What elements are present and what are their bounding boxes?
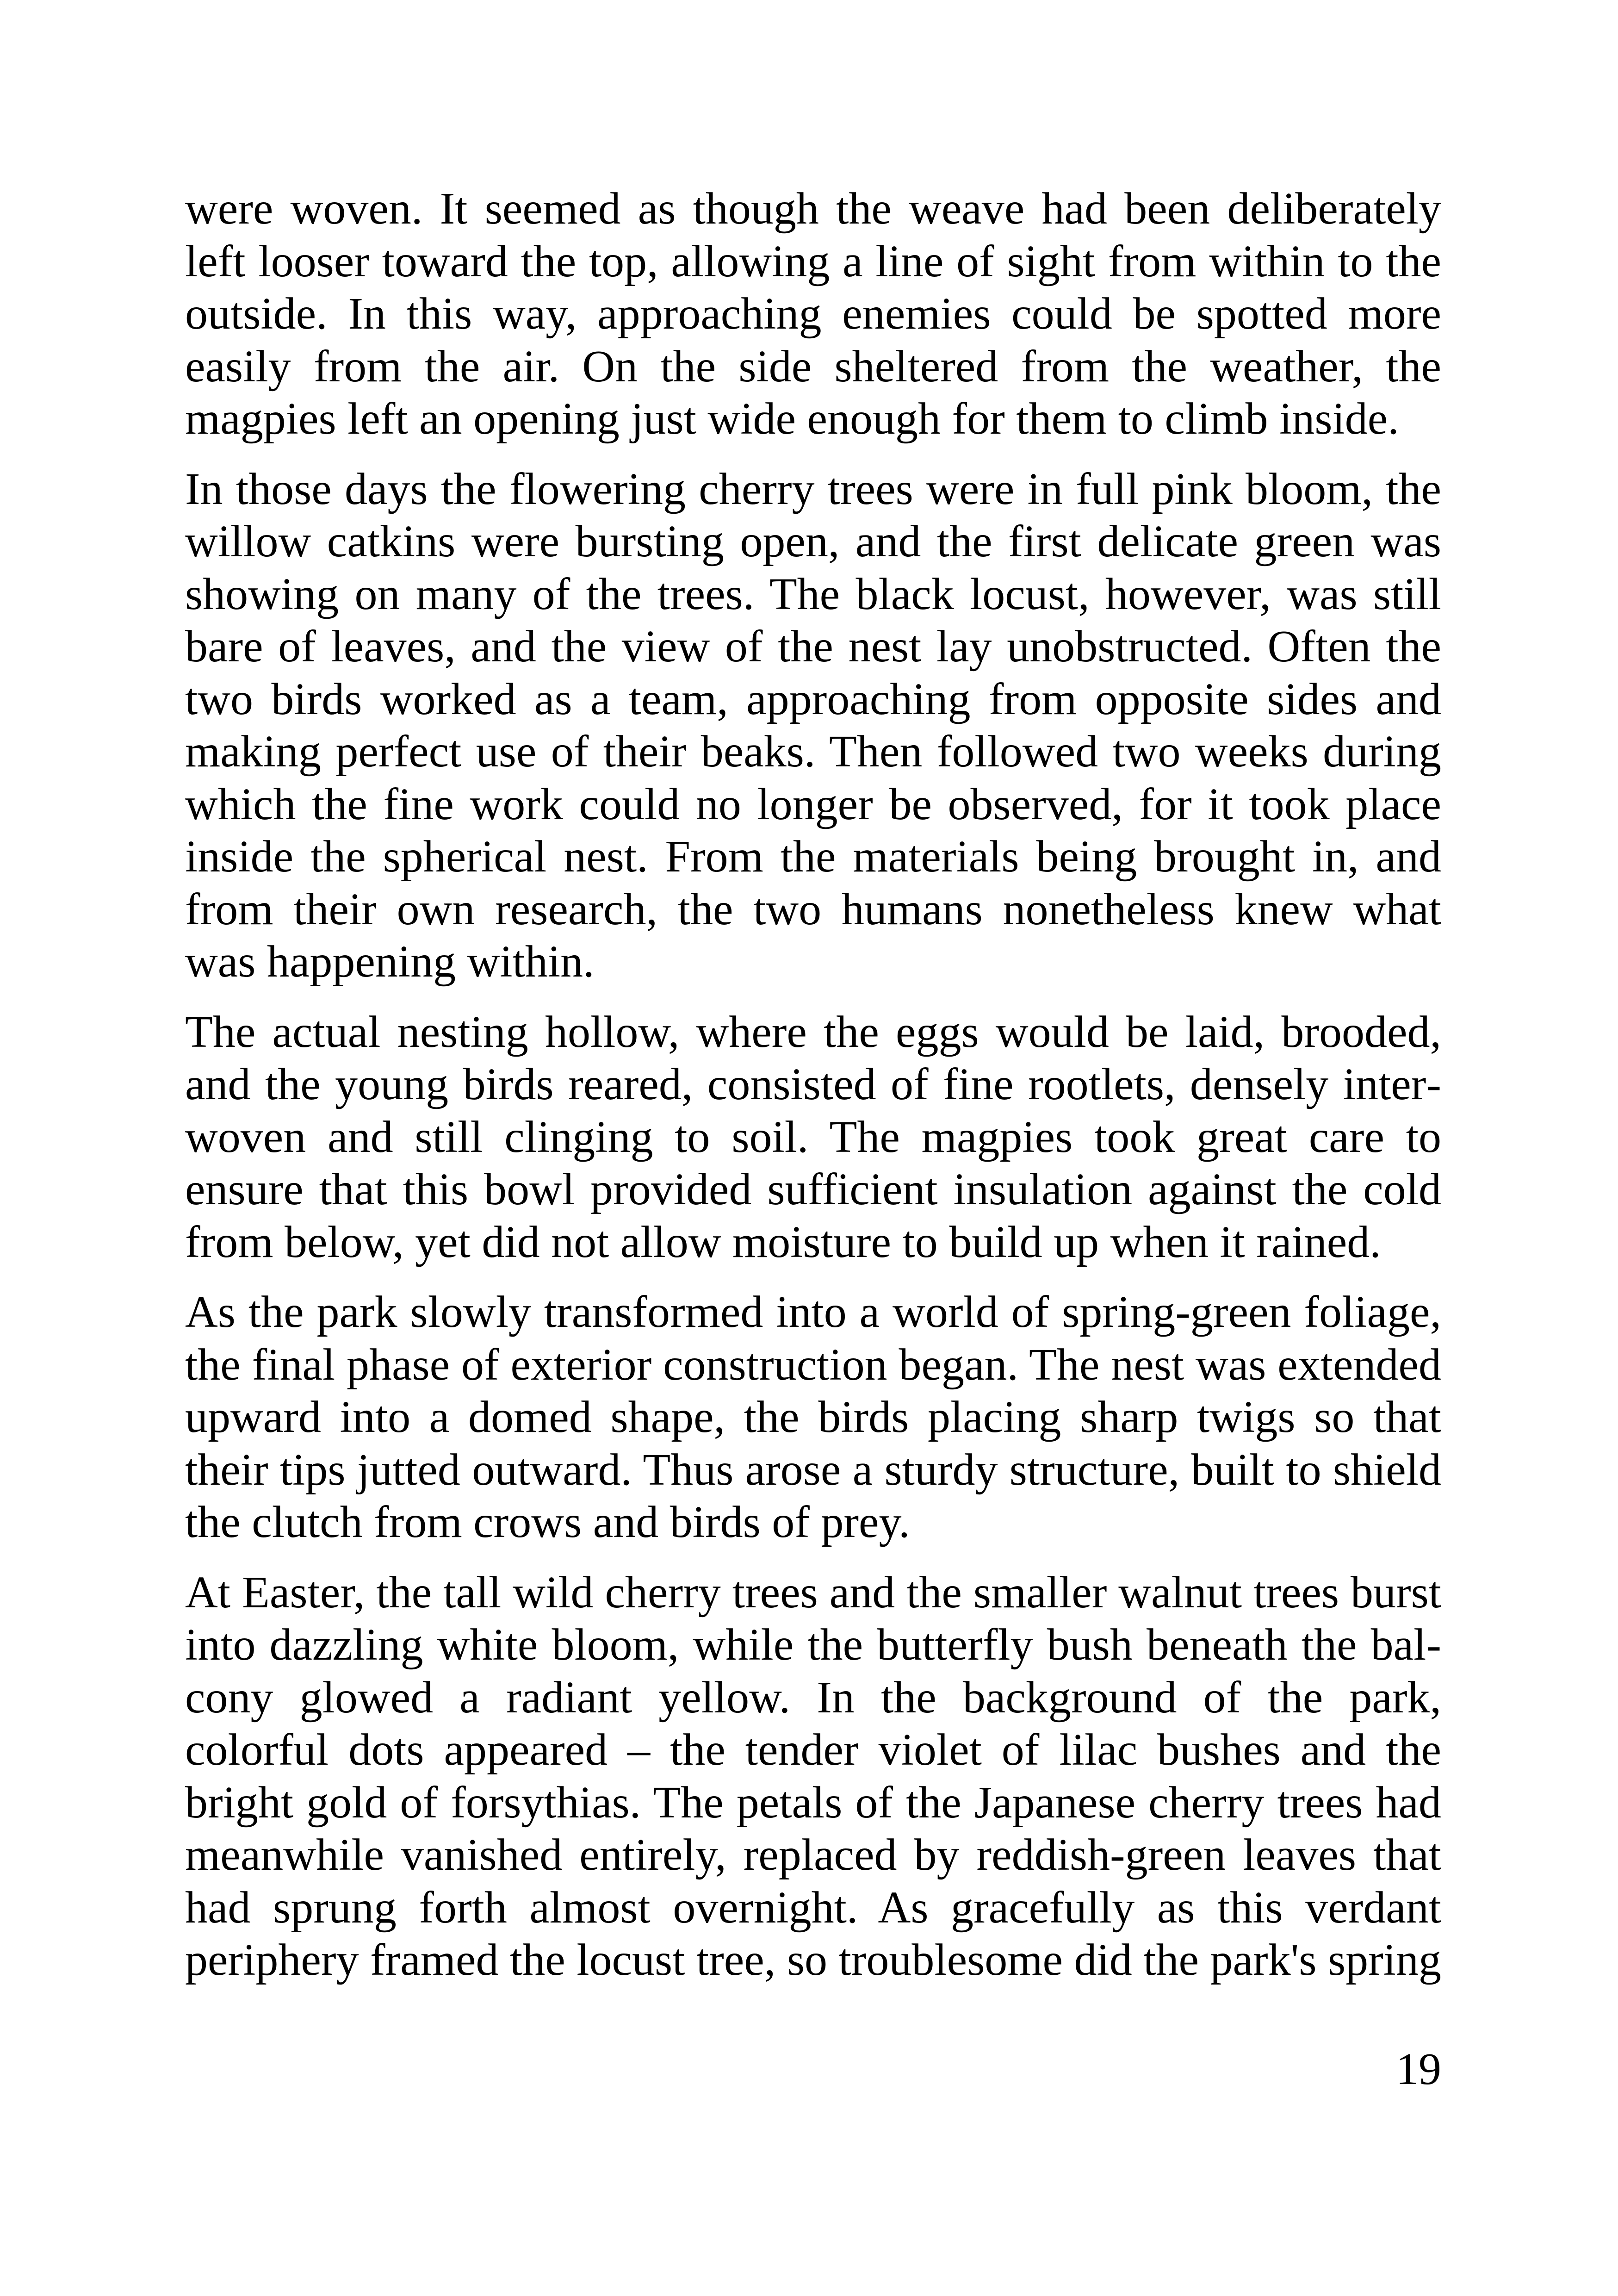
page-number: 19 <box>1396 2044 1441 2094</box>
body-text <box>185 183 1441 1987</box>
paragraph-5: At Easter, the tall wild cherry trees and the smaller walnut trees burst into dazzling white bloom, while the butterfly bush beneath the balcony glowed a radiant yellow. In the background of the park, colorful dots appeared – the tender violet of lilac bushes and the bright gold of forsythias. The petals of the Japanese cherry trees had meanwhile vanished entirely, replaced by reddish-green leaves that had sprung forth almost overnight. As gracefully as this verdant periphery framed the locust tree, so troublesome did the park's spring <box>185 1567 1441 1985</box>
paragraph-1: were woven. It seemed as though the weave had been deliberately left looser toward the top, allowing a line of sight from within to the outside. In this way, approaching enemies could be spotted more easily from the air. On the side sheltered from the weather, the magpies left an opening just wide enough for them to climb inside. <box>185 184 1441 444</box>
paragraph-3: The actual nesting hollow, where the eggs would be laid, brooded, and the young birds reared, consisted of fine rootlets, densely interwoven and still clinging to soil. The magpies took great care to ensure that this bowl provided sufficient insulation against the cold from below, yet did not allow moisture to build up when it rained. <box>185 1007 1441 1267</box>
paragraph-4: As the park slowly transformed into a world of spring-green foliage, the final phase of exterior construction began. The nest was extended upward into a domed shape, the birds placing sharp twigs so that their tips jutted outward. Thus arose a sturdy structure, built to shield the clutch from crows and birds of prey. <box>185 1287 1441 1547</box>
paragraph-2: In those days the flowering cherry trees were in full pink bloom, the willow catkins were bursting open, and the first delicate green was showing on many of the trees. The black locust, however, was still bare of leaves, and the view of the nest lay unobstructed. Often the two birds worked as a team, approaching from opposite sides and making perfect use of their beaks. Then followed two weeks during which the fine work could no longer be observed, for it took place inside the spherical nest. From the materials being brought in, and from their own research, the two humans nonetheless knew what was happening within. <box>185 464 1441 987</box>
